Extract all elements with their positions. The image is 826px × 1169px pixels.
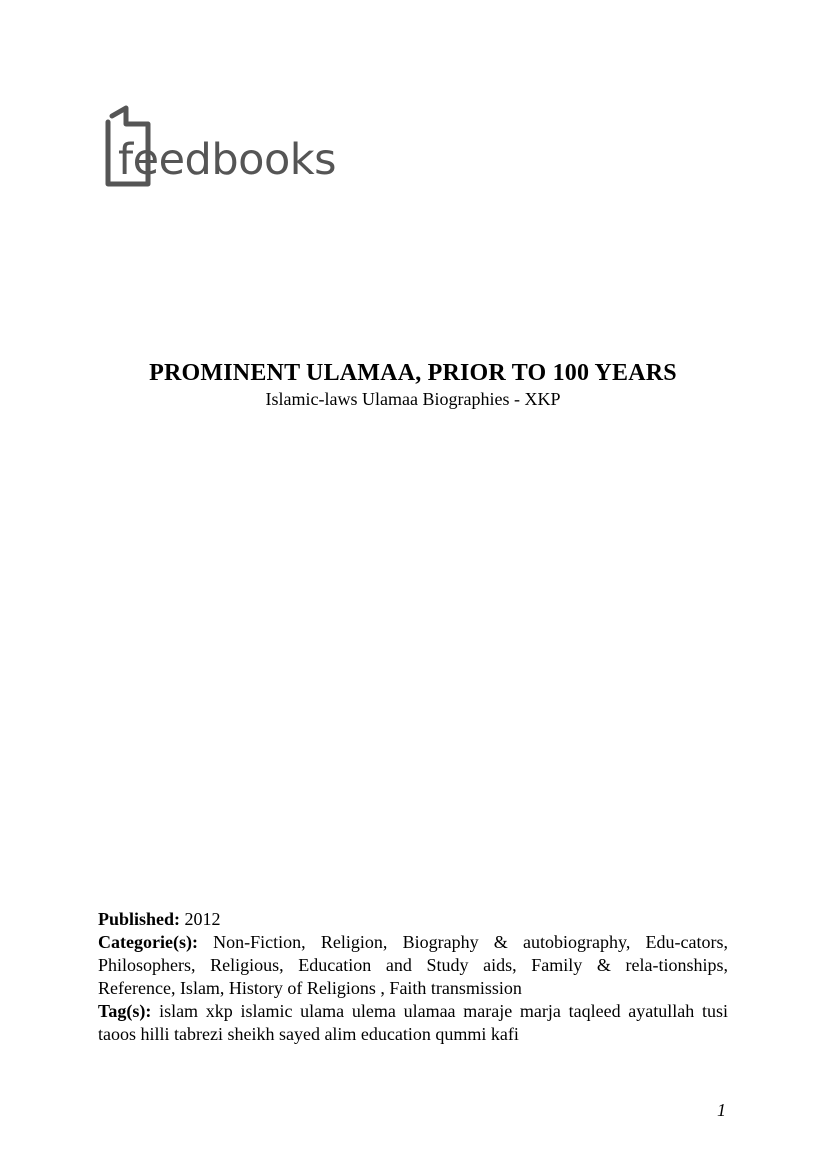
title-block xyxy=(0,358,826,410)
tags-label: Tag(s): xyxy=(98,1001,152,1021)
book-metadata xyxy=(98,908,728,1046)
published-value: 2012 xyxy=(184,909,221,929)
categories-label: Categorie(s): xyxy=(98,932,198,952)
published-label: Published: xyxy=(98,909,181,929)
book-icon xyxy=(102,102,352,190)
categories-value: Non-Fiction, Religion, Biography & autobiography, Edu-cators, Philosophers, Religious, Education and Study aids, Family & rela-tionships, Reference, Islam, History of Religions , Faith transmission xyxy=(98,932,728,998)
tags-line xyxy=(98,1000,728,1046)
logo-wordmark: feedbooks xyxy=(118,135,337,185)
page-number: 1 xyxy=(717,1100,726,1120)
book-title: PROMINENT ULAMAA, PRIOR TO 100 YEARS xyxy=(149,360,677,386)
categories-line xyxy=(98,931,728,1000)
feedbooks-logo xyxy=(102,102,352,190)
book-subtitle: Islamic-laws Ulamaa Biographies - XKP xyxy=(265,389,561,409)
tags-value: islam xkp islamic ulama ulema ulamaa maraje marja taqleed ayatullah tusi taoos hilli tabrezi sheikh sayed alim education qummi kafi xyxy=(98,1001,728,1044)
published-line xyxy=(98,908,728,931)
